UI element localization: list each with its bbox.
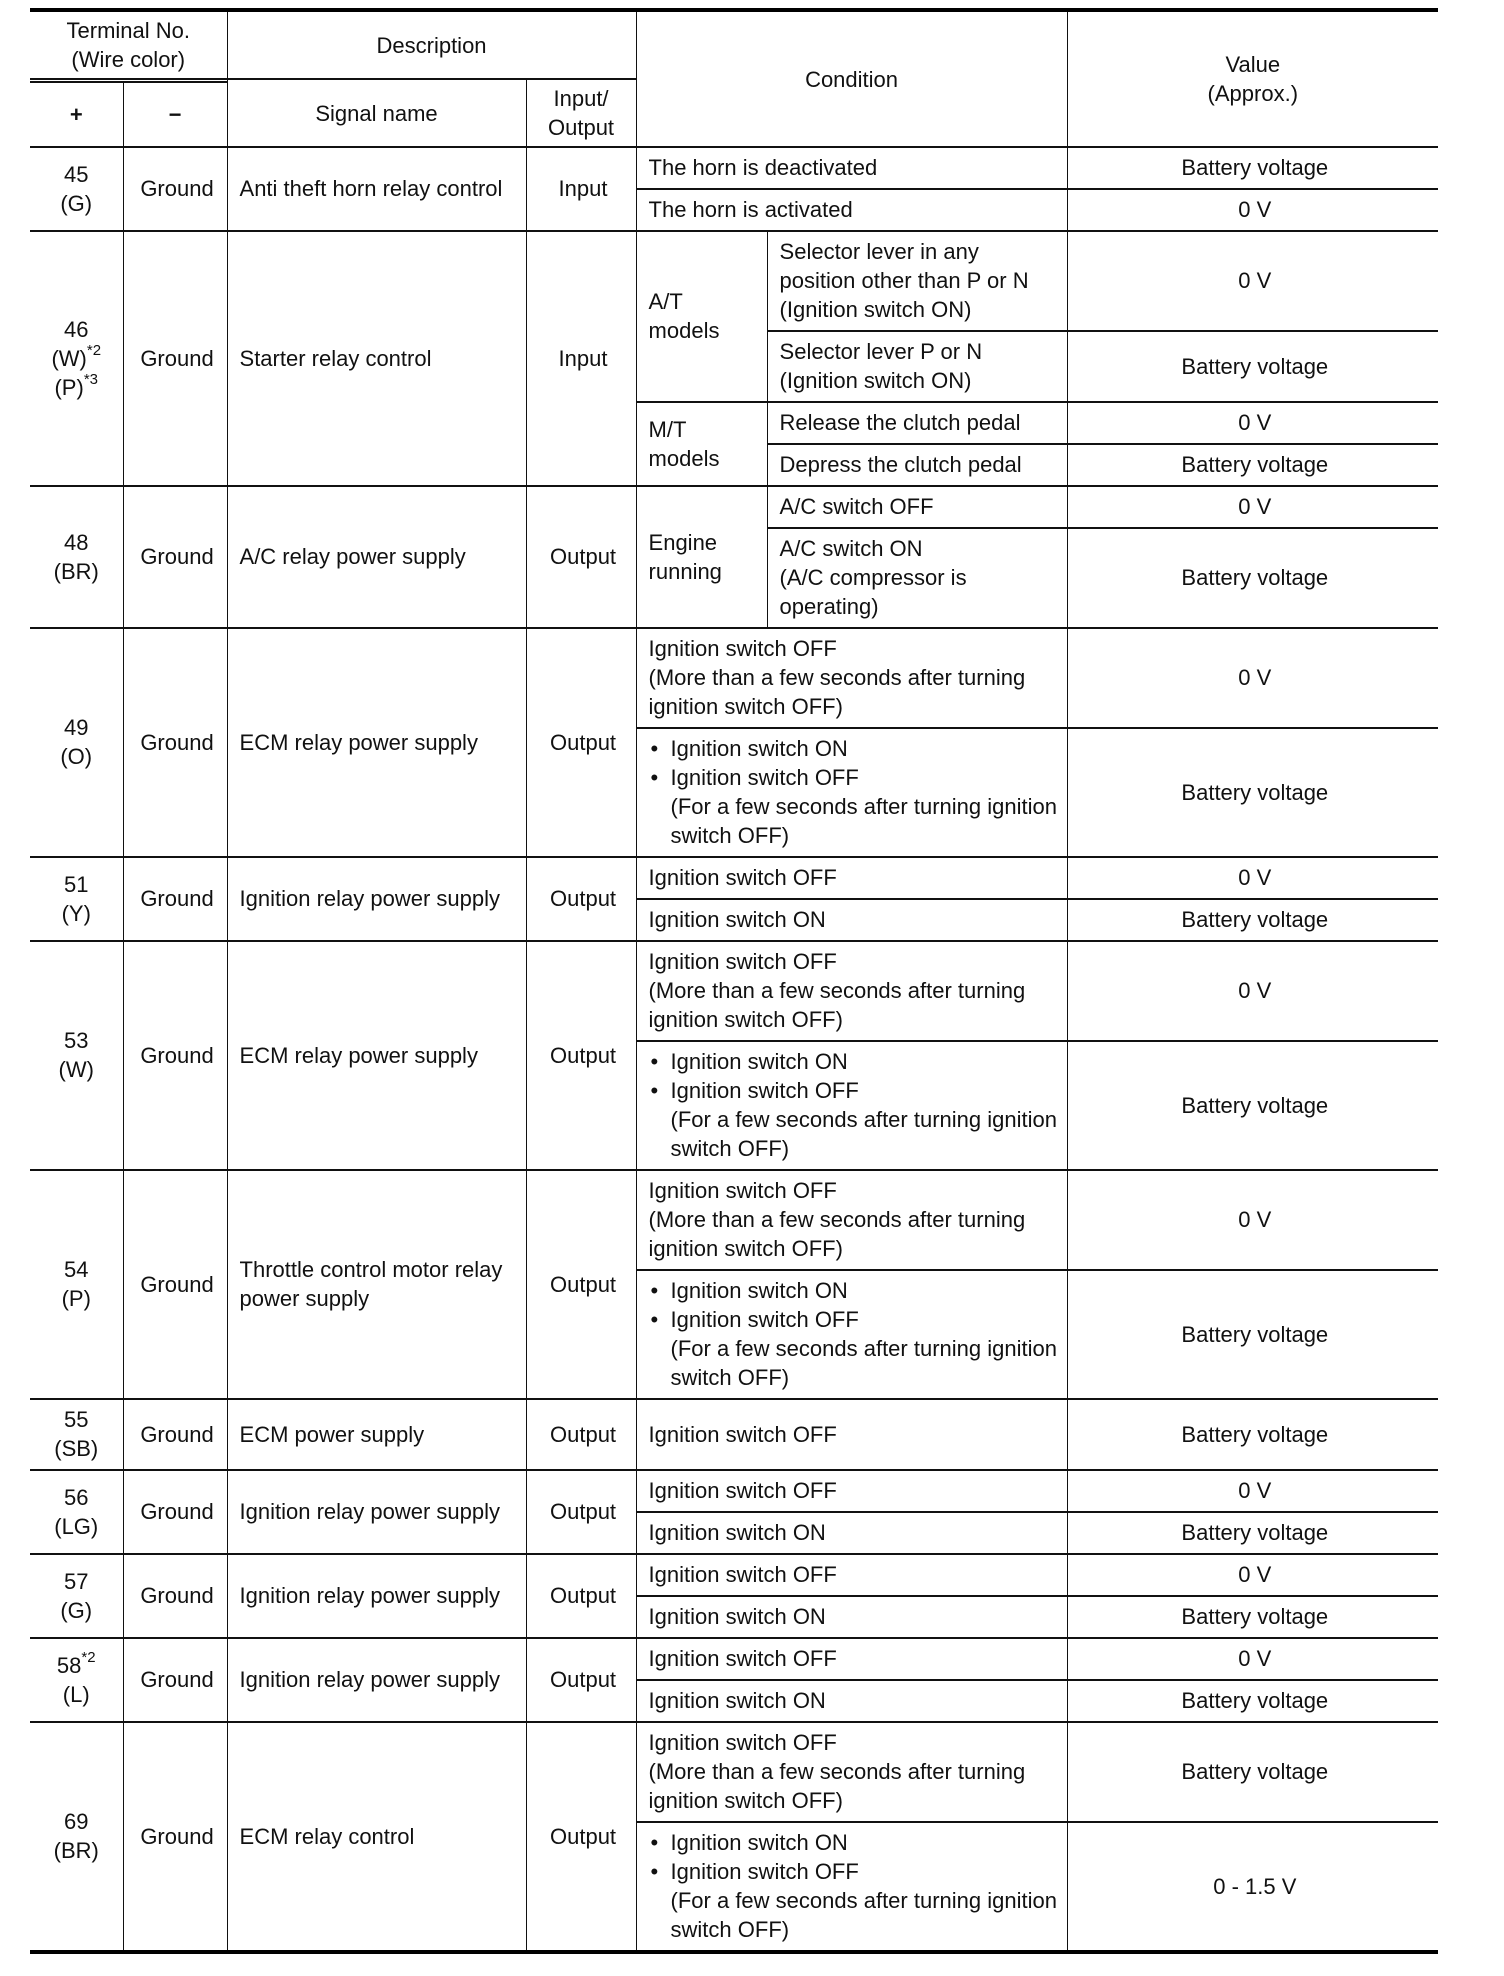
wire-color-text: (P) xyxy=(54,374,84,400)
terminal-number: 51 xyxy=(64,871,89,897)
value: 0 V xyxy=(1067,231,1438,331)
condition-note: (For a few seconds after turning ignition switch OFF) xyxy=(670,794,1057,848)
condition xyxy=(636,1722,1067,1822)
value: Battery voltage xyxy=(1067,331,1438,402)
value: 0 V xyxy=(1067,941,1438,1041)
condition-line: A/C switch ON xyxy=(779,536,923,561)
condition-line: Ignition switch OFF xyxy=(648,636,837,661)
value: 0 V xyxy=(1067,628,1438,728)
condition xyxy=(636,1170,1067,1270)
condition xyxy=(767,528,1067,628)
condition-line: Ignition switch OFF xyxy=(648,1178,837,1203)
footnote-ref: *2 xyxy=(81,1649,96,1667)
wire-color: (SB) xyxy=(54,1436,99,1461)
terminal-plus xyxy=(30,147,123,231)
io-type: Input xyxy=(526,231,636,486)
condition-note: (For a few seconds after turning ignition switch OFF) xyxy=(670,1336,1057,1390)
wire-color: (W) xyxy=(58,1057,94,1082)
table-row xyxy=(30,1722,1438,1822)
signal-name: Starter relay control xyxy=(227,231,526,486)
condition: Ignition switch OFF xyxy=(636,1399,1067,1470)
signal-name: Ignition relay power supply xyxy=(227,1638,526,1722)
input-label: Input/ xyxy=(553,86,609,111)
value-header xyxy=(1067,10,1438,147)
condition-note: (More than a few seconds after turning ignition switch OFF) xyxy=(648,1207,1026,1261)
condition xyxy=(636,941,1067,1041)
condition-header: Condition xyxy=(636,10,1067,147)
signal-name: Ignition relay power supply xyxy=(227,857,526,941)
value: Battery voltage xyxy=(1067,1041,1438,1170)
io-type: Output xyxy=(526,1170,636,1399)
value: Battery voltage xyxy=(1067,1680,1438,1722)
condition: Ignition switch OFF xyxy=(636,1470,1067,1512)
terminal-number: 48 xyxy=(64,529,89,555)
value: Battery voltage xyxy=(1067,1596,1438,1638)
condition-note: (For a few seconds after turning ignition switch OFF) xyxy=(670,1888,1057,1942)
wire-color: (BR) xyxy=(53,1838,99,1863)
value: 0 - 1.5 V xyxy=(1067,1822,1438,1952)
condition-list xyxy=(649,734,1059,792)
condition xyxy=(636,628,1067,728)
terminal-minus: Ground xyxy=(123,941,227,1170)
list-item: • Ignition switch OFF xyxy=(649,763,1059,792)
wire-color: (Y) xyxy=(61,900,91,926)
table-row xyxy=(30,628,1438,728)
io-type: Output xyxy=(526,1638,636,1722)
document-page xyxy=(30,8,1438,1954)
terminal-plus xyxy=(30,857,123,941)
signal-name: ECM relay power supply xyxy=(227,628,526,857)
terminal-minus: Ground xyxy=(123,1638,227,1722)
footnote-ref: *2 xyxy=(86,342,102,360)
table-row xyxy=(30,1399,1438,1470)
terminal-number: 69 xyxy=(64,1809,89,1834)
condition: Ignition switch OFF xyxy=(636,857,1067,899)
signal-name: Ignition relay power supply xyxy=(227,1470,526,1554)
terminal-number: 46 xyxy=(64,316,89,342)
value: 0 V xyxy=(1067,1470,1438,1512)
signal-name: ECM relay control xyxy=(227,1722,526,1952)
terminal-minus: Ground xyxy=(123,857,227,941)
terminal-minus: Ground xyxy=(123,1399,227,1470)
condition: Ignition switch ON xyxy=(636,1680,1067,1722)
wire-color xyxy=(34,373,119,402)
terminal-number-text: 58 xyxy=(56,1652,82,1678)
condition-list xyxy=(649,1828,1059,1886)
terminal-number: 54 xyxy=(64,1257,89,1282)
minus-header: − xyxy=(123,82,227,147)
table-row xyxy=(30,857,1438,899)
input-output-header xyxy=(526,79,636,147)
wire-color: (LG) xyxy=(54,1513,99,1539)
footnote-ref: *3 xyxy=(83,371,98,389)
io-type: Output xyxy=(526,857,636,941)
condition: Release the clutch pedal xyxy=(767,402,1067,444)
signal-name: Throttle control motor relay power supply xyxy=(227,1170,526,1399)
terminal-minus: Ground xyxy=(123,231,227,486)
wire-color: (O) xyxy=(60,744,93,769)
condition: Depress the clutch pedal xyxy=(767,444,1067,486)
terminal-plus xyxy=(30,628,123,857)
value: Battery voltage xyxy=(1067,1512,1438,1554)
value: Battery voltage xyxy=(1067,444,1438,486)
terminal-plus xyxy=(30,1170,123,1399)
table-row xyxy=(30,1554,1438,1596)
value: Battery voltage xyxy=(1067,899,1438,941)
io-type: Input xyxy=(526,147,636,231)
model-group: M/T models xyxy=(636,402,767,486)
list-item: • Ignition switch ON xyxy=(649,1276,1059,1305)
condition-note: (For a few seconds after turning ignition switch OFF) xyxy=(670,1107,1057,1161)
terminal-number: 57 xyxy=(64,1568,89,1594)
terminal-number: 49 xyxy=(64,715,89,740)
list-item: • Ignition switch OFF xyxy=(649,1857,1059,1886)
value: 0 V xyxy=(1067,1638,1438,1680)
condition: Ignition switch OFF xyxy=(636,1638,1067,1680)
value: 0 V xyxy=(1067,189,1438,231)
condition: The horn is activated xyxy=(636,189,1067,231)
terminal-minus: Ground xyxy=(123,628,227,857)
terminal-plus xyxy=(30,1722,123,1952)
terminal-minus: Ground xyxy=(123,486,227,628)
approx-label: (Approx.) xyxy=(1207,81,1299,106)
wire-color-label: (Wire color) xyxy=(71,47,186,72)
terminal-number: 53 xyxy=(64,1028,89,1053)
condition: Selector lever in any position other than P or N (Ignition switch ON) xyxy=(767,231,1067,331)
condition-line: Ignition switch OFF xyxy=(648,1730,837,1755)
signal-name: ECM relay power supply xyxy=(227,941,526,1170)
terminal-minus: Ground xyxy=(123,1722,227,1952)
io-type: Output xyxy=(526,1470,636,1554)
condition: Ignition switch ON xyxy=(636,899,1067,941)
terminal-plus xyxy=(30,1470,123,1554)
condition-note: (A/C compressor is operating) xyxy=(779,565,967,619)
io-type: Output xyxy=(526,1554,636,1638)
plus-header: + xyxy=(30,82,123,147)
signal-name: Anti theft horn relay control xyxy=(227,147,526,231)
signal-name-header: Signal name xyxy=(227,79,526,147)
io-type: Output xyxy=(526,628,636,857)
value: Battery voltage xyxy=(1067,1399,1438,1470)
value: 0 V xyxy=(1067,402,1438,444)
list-item: • Ignition switch ON xyxy=(649,734,1059,763)
ecm-terminal-table xyxy=(30,8,1438,1954)
output-label: Output xyxy=(548,115,615,140)
terminal-plus xyxy=(30,1554,123,1638)
wire-color: (BR) xyxy=(53,558,99,584)
table-row xyxy=(30,941,1438,1041)
value: Battery voltage xyxy=(1067,1722,1438,1822)
list-item: • Ignition switch ON xyxy=(649,1828,1059,1857)
condition xyxy=(636,1822,1067,1952)
condition-line: Ignition switch OFF xyxy=(648,949,837,974)
condition-note: (More than a few seconds after turning ignition switch OFF) xyxy=(648,1759,1026,1813)
signal-name: ECM power supply xyxy=(227,1399,526,1470)
wire-color: (G) xyxy=(60,1597,93,1623)
condition: Ignition switch ON xyxy=(636,1512,1067,1554)
wire-color: (L) xyxy=(62,1681,90,1707)
terminal-minus: Ground xyxy=(123,1170,227,1399)
value: Battery voltage xyxy=(1067,1270,1438,1399)
value-label: Value xyxy=(1225,52,1281,77)
value: Battery voltage xyxy=(1067,528,1438,628)
condition-note: (More than a few seconds after turning ignition switch OFF) xyxy=(648,665,1026,719)
terminal-no-header xyxy=(30,10,227,79)
condition: The horn is deactivated xyxy=(636,147,1067,189)
condition: A/C switch OFF xyxy=(767,486,1067,528)
description-header: Description xyxy=(227,10,636,79)
terminal-plus xyxy=(30,1638,123,1722)
terminal-plus xyxy=(30,231,123,486)
table-row xyxy=(30,147,1438,189)
list-item: • Ignition switch OFF xyxy=(649,1076,1059,1105)
signal-name: Ignition relay power supply xyxy=(227,1554,526,1638)
terminal-number: 56 xyxy=(64,1484,89,1510)
condition-list xyxy=(649,1047,1059,1105)
terminal-minus: Ground xyxy=(123,1554,227,1638)
condition: Ignition switch ON xyxy=(636,1596,1067,1638)
wire-color: (G) xyxy=(60,190,93,216)
io-type: Output xyxy=(526,941,636,1170)
list-item: • Ignition switch OFF xyxy=(649,1305,1059,1334)
value: Battery voltage xyxy=(1067,728,1438,857)
value: 0 V xyxy=(1067,857,1438,899)
terminal-minus: Ground xyxy=(123,1470,227,1554)
terminal-plus xyxy=(30,486,123,628)
io-type: Output xyxy=(526,1722,636,1952)
terminal-number xyxy=(34,1651,119,1680)
wire-color-text: (W) xyxy=(51,345,87,371)
terminal-no-label: Terminal No. xyxy=(66,18,190,43)
value: 0 V xyxy=(1067,1554,1438,1596)
condition: Selector lever P or N (Ignition switch ON) xyxy=(767,331,1067,402)
condition-note: (More than a few seconds after turning ignition switch OFF) xyxy=(648,978,1026,1032)
io-type: Output xyxy=(526,1399,636,1470)
terminal-plus xyxy=(30,1399,123,1470)
terminal-number: 45 xyxy=(64,161,89,187)
engine-state: Engine running xyxy=(636,486,767,628)
value: Battery voltage xyxy=(1067,147,1438,189)
value: 0 V xyxy=(1067,1170,1438,1270)
condition xyxy=(636,728,1067,857)
condition: Ignition switch OFF xyxy=(636,1554,1067,1596)
model-group: A/T models xyxy=(636,231,767,402)
terminal-number: 55 xyxy=(64,1407,89,1432)
list-item: • Ignition switch ON xyxy=(649,1047,1059,1076)
terminal-plus xyxy=(30,941,123,1170)
table-row xyxy=(30,1170,1438,1270)
value: 0 V xyxy=(1067,486,1438,528)
table-row xyxy=(30,1638,1438,1680)
condition-list xyxy=(649,1276,1059,1334)
io-type: Output xyxy=(526,486,636,628)
table-row xyxy=(30,231,1438,331)
terminal-minus: Ground xyxy=(123,147,227,231)
condition xyxy=(636,1270,1067,1399)
table-row xyxy=(30,1470,1438,1512)
wire-color: (P) xyxy=(61,1286,91,1311)
table-row xyxy=(30,486,1438,528)
condition xyxy=(636,1041,1067,1170)
wire-color xyxy=(34,344,119,373)
signal-name: A/C relay power supply xyxy=(227,486,526,628)
table-header xyxy=(30,10,1438,147)
